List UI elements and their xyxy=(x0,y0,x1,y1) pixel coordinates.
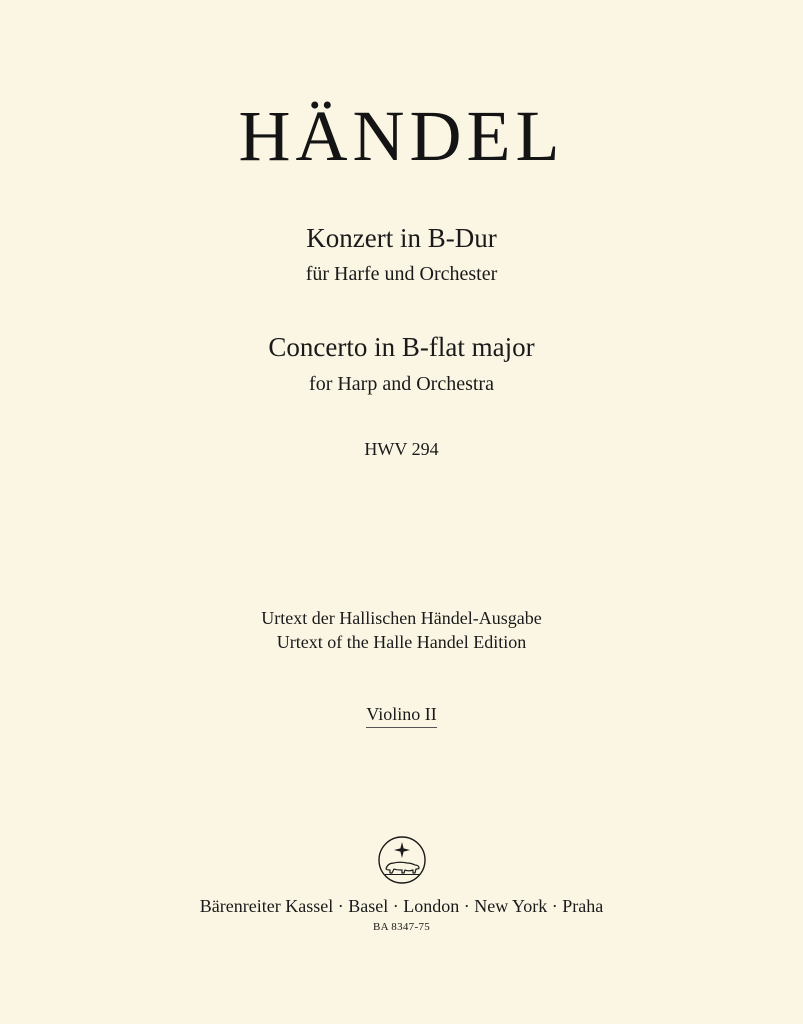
subtitle-english: for Harp and Orchestra xyxy=(309,373,494,395)
catalog-number: HWV 294 xyxy=(364,439,439,459)
order-number: BA 8347-75 xyxy=(372,921,431,933)
title-english: Concerto in B-flat major xyxy=(268,332,535,362)
subtitle-german: für Harfe und Orchester xyxy=(305,263,498,285)
composer-name: HÄNDEL xyxy=(238,96,565,176)
urtext-german: Urtext der Hallischen Händel-Ausgabe xyxy=(261,608,542,628)
title-german: Konzert in B-Dur xyxy=(306,223,497,253)
publisher-line: Bärenreiter Kassel · Basel · London · New York · Praha xyxy=(199,896,604,916)
urtext-english: Urtext of the Halle Handel Edition xyxy=(276,632,527,652)
part-label: Violino II xyxy=(366,703,436,728)
part-name xyxy=(0,703,803,728)
publisher-logo-icon xyxy=(377,835,427,885)
